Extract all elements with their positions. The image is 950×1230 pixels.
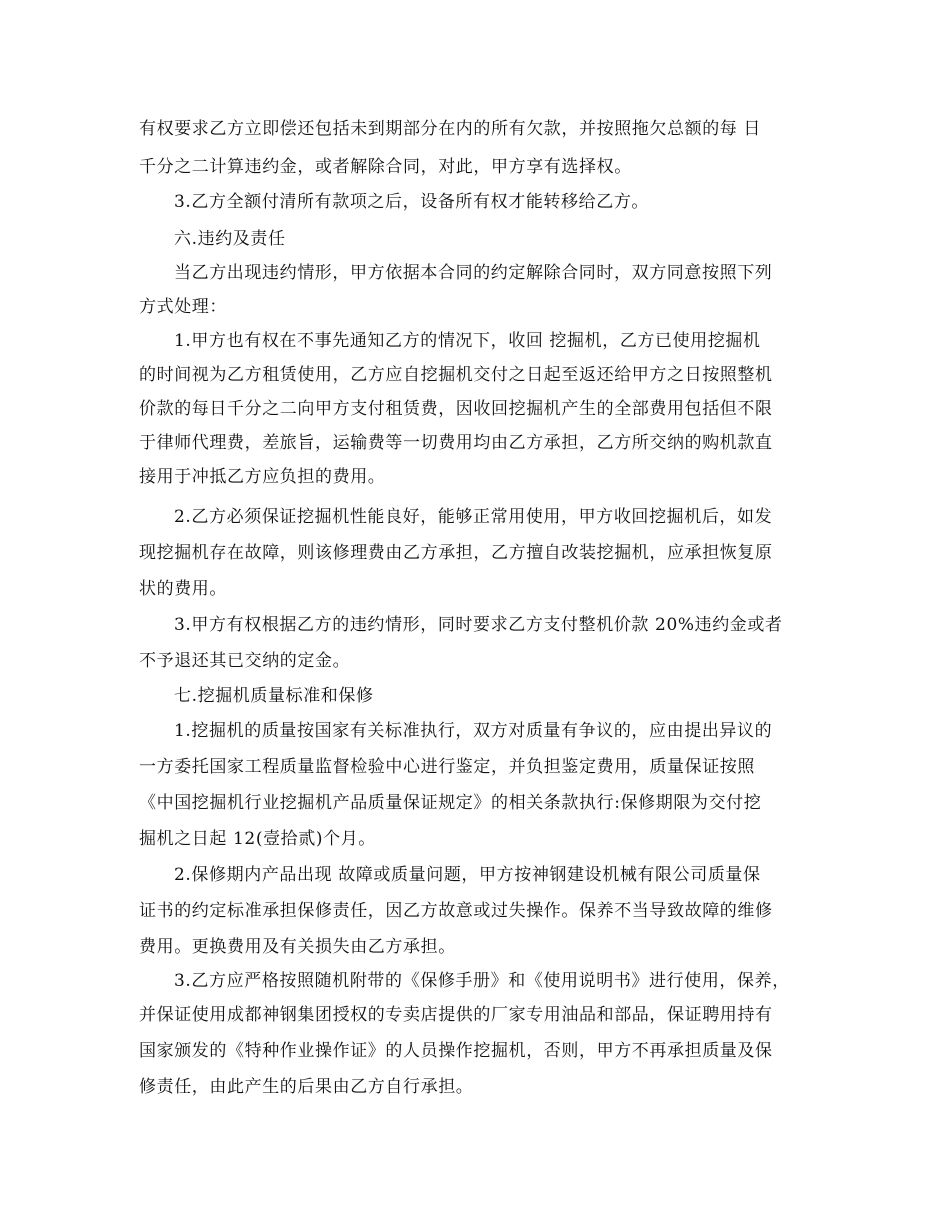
text-line: 价款的每日千分之二向甲方支付租赁费，因收回挖掘机产生的全部费用包括但不限 (139, 399, 773, 419)
text-line: 的时间视为乙方租赁使用，乙方应自挖掘机交付之日起至返还给甲方之日按照整机 (139, 365, 773, 385)
text-line: 3.甲方有权根据乙方的违约情形，同时要求乙方支付整机价款 20%违约金或者 (174, 615, 783, 635)
text-line: 3.乙方应严格按照随机附带的《保修手册》和《使用说明书》进行使用，保养， (174, 971, 790, 991)
text-line: 现挖掘机存在故障，则该修理费由乙方承担，乙方擅自改装挖掘机，应承担恢复原 (139, 543, 773, 563)
text-line: 并保证使用成都神钢集团授权的专卖店提供的厂家专用油品和部品，保证聘用持有 (139, 1005, 773, 1025)
text-line: 1.挖掘机的质量按国家有关标准执行，双方对质量有争议的，应由提出异议的 (174, 721, 773, 741)
text-line: 《中国挖掘机行业挖掘机产品质量保证规定》的相关条款执行:保修期限为交付挖 (139, 793, 762, 813)
text-line: 修责任，由此产生的后果由乙方自行承担。 (139, 1077, 474, 1097)
text-line: 证书的约定标准承担保修责任，因乙方故意或过失操作。保养不当导致故障的维修 (139, 901, 773, 921)
text-line: 方式处理： (139, 297, 227, 317)
section-heading: 六.违约及责任 (174, 229, 286, 249)
text-line: 状的费用。 (139, 579, 227, 599)
text-line: 一方委托国家工程质量监督检验中心进行鉴定，并负担鉴定费用，质量保证按照 (139, 757, 755, 777)
text-line: 2.乙方必须保证挖掘机性能良好，能够正常用使用，甲方收回挖掘机后，如发 (174, 507, 773, 527)
section-heading: 七.挖掘机质量标准和保修 (174, 686, 374, 706)
text-line: 当乙方出现违约情形，甲方依据本合同的约定解除合同时，双方同意按照下列 (174, 263, 773, 283)
text-line: 1.甲方也有权在不事先通知乙方的情况下，收回 挖掘机，乙方已使用挖掘机 (174, 331, 761, 351)
text-line: 有权要求乙方立即偿还包括未到期部分在内的所有欠款，并按照拖欠总额的每 日 (139, 119, 762, 139)
text-line: 千分之二计算违约金，或者解除合同，对此，甲方享有选择权。 (139, 157, 632, 177)
text-line: 不予退还其已交纳的定金。 (139, 651, 351, 671)
text-line: 2.保修期内产品出现 故障或质量问题，甲方按神钢建设机械有限公司质量保 (174, 865, 761, 885)
text-line: 掘机之日起 12(壹拾贰)个月。 (139, 829, 376, 849)
text-line: 于律师代理费，差旅旨，运输费等一切费用均由乙方承担，乙方所交纳的购机款直 (139, 433, 773, 453)
text-line: 接用于冲抵乙方应负担的费用。 (139, 467, 386, 487)
text-line: 费用。更换费用及有关损失由乙方承担。 (139, 937, 456, 957)
text-line: 国家颁发的《特种作业操作证》的人员操作挖掘机，否则，甲方不再承担质量及保 (139, 1041, 773, 1061)
text-line: 3.乙方全额付清所有款项之后，设备所有权才能转移给乙方。 (174, 192, 650, 212)
